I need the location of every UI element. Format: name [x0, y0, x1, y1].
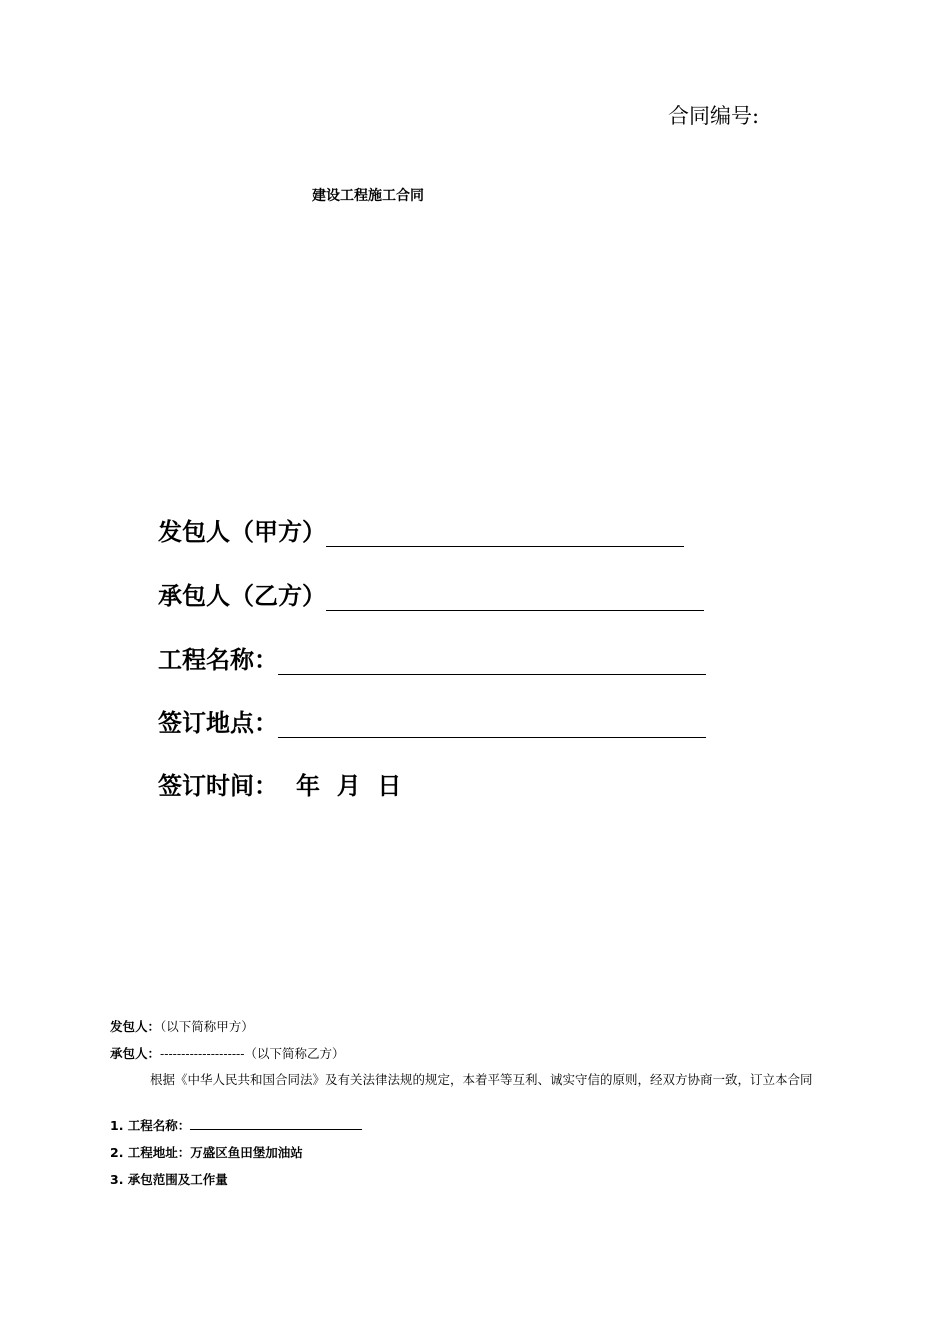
body-employer-line: [110, 1017, 254, 1035]
sign-place-blank: [278, 711, 706, 738]
project-name-blank: [278, 648, 706, 675]
employer-label: 发包人（甲方）: [158, 518, 326, 546]
employer-field: [158, 512, 684, 547]
item-2: 2. 工程地址：万盛区鱼田堡加油站: [110, 1145, 303, 1160]
contractor-label: 承包人（乙方）: [158, 582, 326, 610]
body-contractor-dashes: --------------------: [160, 1046, 245, 1061]
item-1-blank: [190, 1115, 362, 1130]
body-employer-note: （以下简称甲方）: [160, 1019, 254, 1034]
contract-number-label: 合同编号:: [668, 104, 760, 128]
project-name-label: 工程名称：: [158, 646, 278, 674]
body-contractor-line: [110, 1044, 345, 1062]
item-1: [110, 1115, 362, 1134]
sign-time-label: 签订时间：: [158, 772, 278, 800]
document-title: 建设工程施工合同: [312, 188, 424, 204]
body-employer-label: 发包人：: [110, 1019, 161, 1034]
sign-place-label: 签订地点：: [158, 709, 278, 737]
body-contractor-label: 承包人：: [110, 1046, 161, 1061]
intro-paragraph: 根据《中华人民共和国合同法》及有关法律法规的规定，本着平等互利、诚实守信的原则，经双方协商一致，订立本合同: [150, 1072, 813, 1087]
sign-time-field: [158, 766, 401, 801]
contractor-field: [158, 576, 704, 611]
item-3: 3. 承包范围及工作量: [110, 1172, 228, 1187]
project-name-field: [158, 640, 706, 675]
sign-time-value: 年 月 日: [296, 772, 402, 800]
contractor-blank: [326, 584, 704, 611]
sign-place-field: [158, 703, 706, 738]
item-1-label: 1. 工程名称：: [110, 1118, 191, 1133]
employer-blank: [326, 520, 684, 547]
body-contractor-note: （以下简称乙方）: [244, 1046, 345, 1061]
